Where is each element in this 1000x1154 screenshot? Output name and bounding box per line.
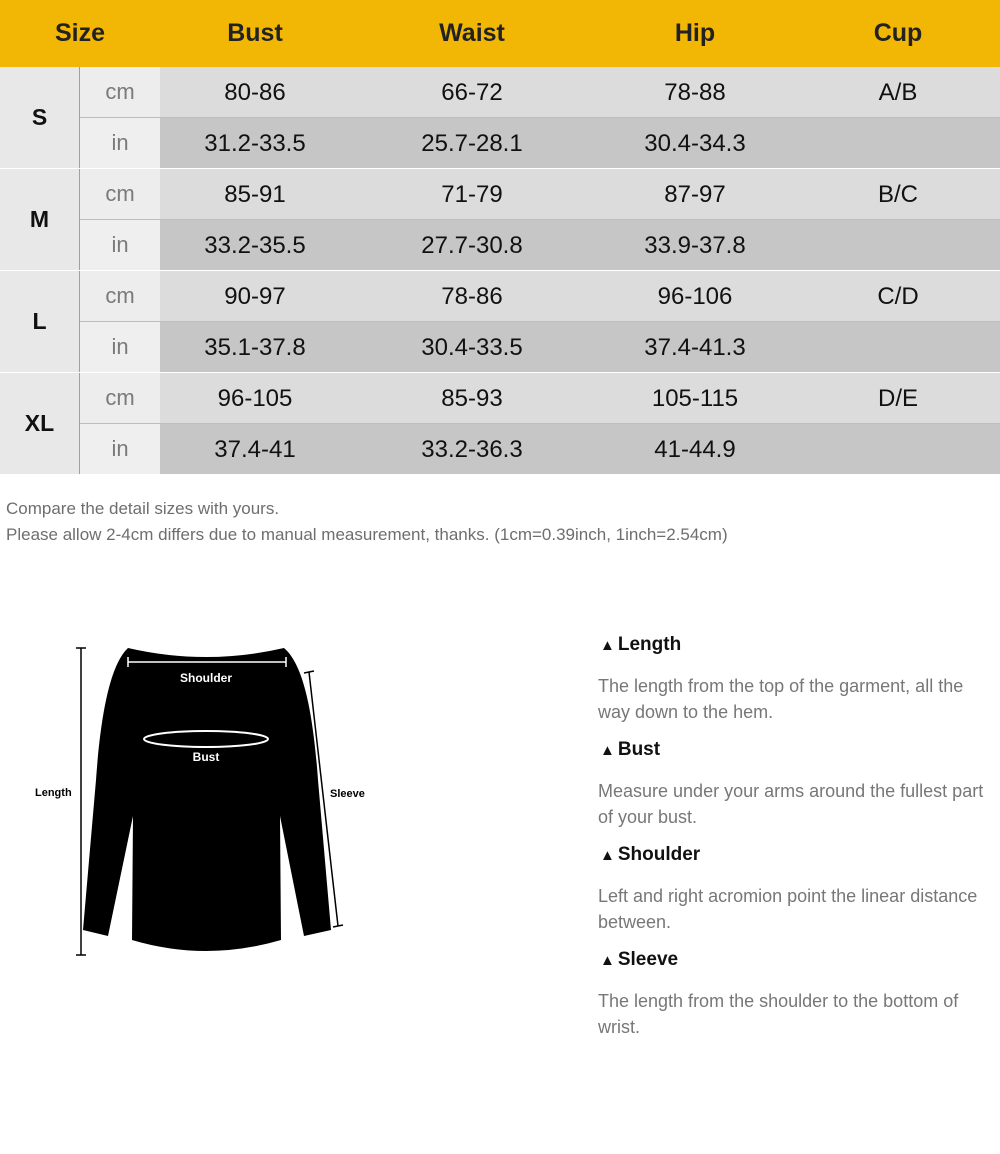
definition-text: Measure under your arms around the fullest part of your bust. [598,781,984,827]
waist-cell: 66-72 [441,79,503,106]
table-row [80,117,1000,168]
waist-cell: 85-93 [441,385,503,412]
unit-cell: in [80,220,160,270]
size-group-m [0,169,1000,271]
hip-cell: 30.4-34.3 [644,130,746,157]
sleeve-label: Sleeve [330,788,365,800]
cup-cell: C/D [877,283,919,310]
hip-cell: 87-97 [664,181,726,208]
bust-cell: 96-105 [217,385,293,412]
waist-cell: 71-79 [441,181,503,208]
definition-title: Bust [617,739,661,760]
measurement-definitions [598,634,996,1054]
bust-cell: 33.2-35.5 [204,232,306,259]
triangle-icon: ▲ [600,847,615,864]
definition-title: Length [617,634,682,655]
hip-cell: 96-106 [657,283,733,310]
cup-cell [796,322,1000,372]
header-hip: Hip [674,19,716,47]
definition-length [598,634,996,725]
header-cup: Cup [873,19,923,47]
bust-cell: 80-86 [224,79,286,106]
unit-cell: cm [80,271,160,321]
header-waist: Waist [439,19,505,47]
cup-cell [796,118,1000,168]
unit-cell: in [80,424,160,474]
hip-cell: 41-44.9 [654,436,736,463]
table-header [0,0,1000,67]
cup-cell: D/E [877,385,918,412]
cup-cell [796,220,1000,270]
bust-cell: 35.1-37.8 [204,334,306,361]
size-group-xl [0,373,1000,475]
cup-cell: B/C [877,181,918,208]
sweater-silhouette [83,648,331,951]
hip-cell: 105-115 [651,385,739,412]
size-label: M [0,169,80,270]
table-row [80,423,1000,474]
definition-text: Left and right acromion point the linear distance between. [598,886,978,932]
measurement-notes [6,496,728,548]
unit-cell: in [80,118,160,168]
waist-cell: 78-86 [441,283,503,310]
unit-cell: cm [80,373,160,423]
cup-cell [796,424,1000,474]
size-label: L [0,271,80,372]
hip-cell: 78-88 [664,79,726,106]
triangle-icon: ▲ [600,742,615,759]
definition-text: The length from the shoulder to the bottom of wrist. [598,991,959,1037]
hip-cell: 33.9-37.8 [644,232,746,259]
waist-cell: 27.7-30.8 [421,232,523,259]
length-label: Length [35,787,72,799]
table-row [80,67,1000,117]
unit-cell: in [80,322,160,372]
definition-text: The length from the top of the garment, all the way down to the hem. [598,676,964,722]
size-label: XL [0,373,80,474]
cup-cell: A/B [878,79,918,106]
definition-bust [598,739,996,830]
bust-cell: 90-97 [224,283,286,310]
header-bust: Bust [227,19,283,47]
waist-cell: 30.4-33.5 [421,334,523,361]
size-group-s [0,67,1000,169]
shoulder-label: Shoulder [179,671,233,685]
note-line-1: Compare the detail sizes with yours. [6,499,280,518]
definition-shoulder [598,844,996,935]
table-row [80,321,1000,372]
waist-cell: 33.2-36.3 [421,436,523,463]
bust-cell: 85-91 [224,181,286,208]
waist-cell: 25.7-28.1 [421,130,523,157]
size-group-l [0,271,1000,373]
table-row [80,373,1000,423]
bust-label: Bust [192,750,220,764]
definition-title: Sleeve [617,949,679,970]
table-row [80,219,1000,270]
unit-cell: cm [80,169,160,219]
note-line-2: Please allow 2-4cm differs due to manual measurement, thanks. (1cm=0.39inch, 1inch=2.54cm) [6,525,728,544]
triangle-icon: ▲ [600,952,615,969]
unit-cell: cm [80,67,160,117]
definition-sleeve [598,949,996,1040]
definition-title: Shoulder [617,844,701,865]
garment-diagram [28,640,378,970]
triangle-icon: ▲ [600,637,615,654]
table-row [80,271,1000,321]
bust-cell: 37.4-41 [214,436,296,463]
size-table [0,0,1000,475]
table-row [80,169,1000,219]
header-size: Size [54,19,106,47]
bust-cell: 31.2-33.5 [204,130,306,157]
size-label: S [0,67,80,168]
hip-cell: 37.4-41.3 [644,334,746,361]
